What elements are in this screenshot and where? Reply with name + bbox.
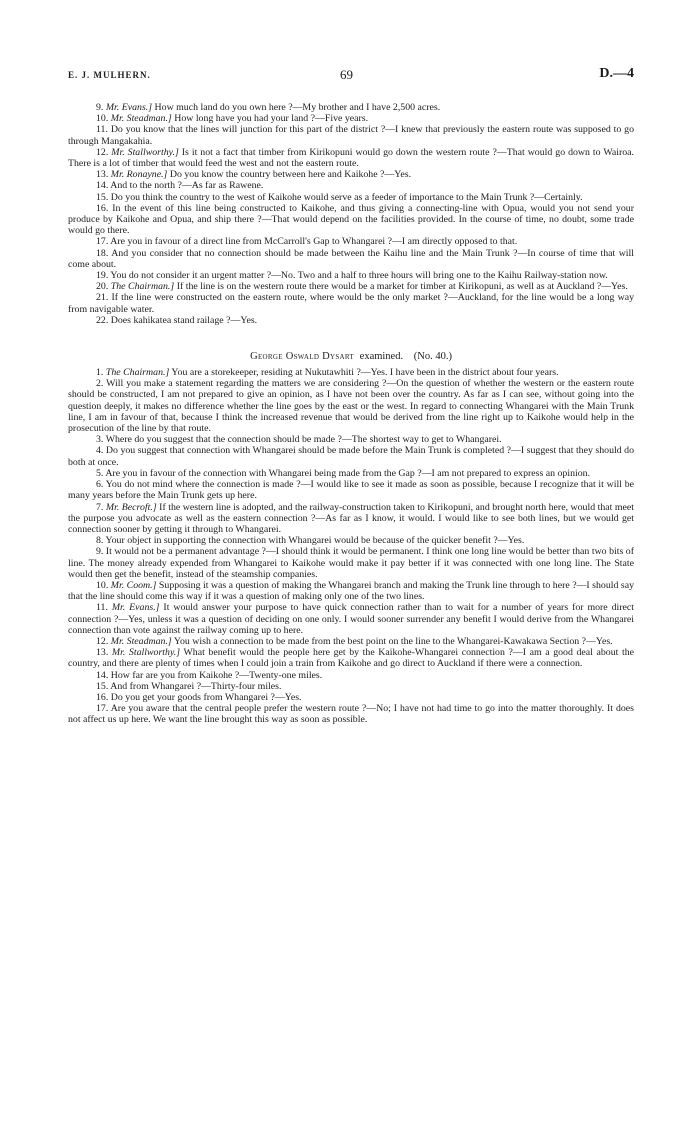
question-number: 17.: [96, 703, 109, 715]
witness-heading: [68, 351, 634, 363]
question-text: And to the north ?—As far as Rawene.: [110, 180, 264, 192]
question-text: And you consider that no connection should be made between the Kaihu line and the Main Trunk ?—In course of time that will come about.: [68, 247, 635, 270]
speaker-name: Mr. Evans.]: [111, 602, 160, 614]
question-number: 12.: [96, 635, 109, 647]
question-paragraph: [68, 147, 634, 169]
witness-number: (No. 40.): [413, 351, 452, 363]
question-text: Where do you suggest that the connection should be made ?—The shortest way to get to Whangarei.: [105, 434, 502, 446]
question-text: Do you know the country between here and Kaikohe ?—Yes.: [167, 169, 412, 181]
question-text: If the line is on the western route there would be a market for timber at Kirikopuni, as well as at Auckland ?—Yes.: [174, 281, 628, 293]
question-paragraph: [68, 203, 634, 237]
question-paragraph: [68, 479, 634, 501]
question-paragraph: [68, 113, 634, 124]
question-text: Are you in favour of the connection with Whangarei being made from the Gap ?—I am not prepared to express an opinion.: [105, 467, 591, 479]
question-paragraph: [68, 636, 634, 647]
question-text: Will you make a statement regarding the matters we are considering ?—On the question of whether the western or the eastern route should be constructed, I am not prepared to give an opinion, as I have not been over the country. As far as I can see, without going into the question deeply, it makes no difference whether the line goes by the east or the west. In regard to connecting Whangarei with the Main Trunk line, I am in favour of that, because I think the increased revenue that would be derived from the line right up to Kaikohe would help in the prosecution of the line by that route.: [68, 378, 634, 435]
question-text: It would not be a permanent advantage ?—I should think it would be permanent. I think one long line would be better than two bits of line. The money already expended from Whangarei to Kaikohe would make it pay better if it was connected with one long line. The State would then get the benefit, instead of the steamship companies.: [68, 546, 634, 580]
question-text: What benefit would the people here get by the Kaikohe-Whangarei connection ?—I am a good deal about the country, and there are plenty of times when I could join a train from Kaikohe and go direct to Auckland if there were a connection.: [68, 647, 634, 670]
question-text: You wish a connection to be made from the best point on the line to the Whangarei-Kawakawa Section ?—Yes.: [171, 635, 613, 647]
question-text: If the line were constructed on the eastern route, where would be the only market ?—Auckland, for the line would be a long way from navigable water.: [68, 292, 634, 315]
question-number: 13.: [96, 169, 109, 181]
question-number: 13.: [96, 647, 109, 659]
question-number: 11.: [96, 602, 108, 614]
question-number: 5.: [96, 467, 104, 479]
question-text: You are a storekeeper, residing at Nukutawhiti ?—Yes. I have been in the district about four years.: [169, 367, 559, 379]
witness-name: George Oswald Dysart: [250, 351, 355, 363]
speaker-name: Mr. Evans.]: [105, 102, 153, 113]
witness-examined: examined.: [359, 351, 404, 363]
testimony-section-1: [68, 102, 634, 326]
question-text: How long have you had your land ?—Five years.: [171, 113, 369, 125]
question-paragraph: [68, 124, 634, 146]
question-number: 18.: [96, 247, 109, 259]
question-number: 2.: [96, 378, 104, 390]
speaker-name: Mr. Steadman.]: [110, 113, 172, 125]
speaker-name: The Chairman.]: [110, 281, 175, 293]
question-paragraph: [68, 468, 634, 479]
header-witness-name: E. J. MULHERN.: [68, 70, 151, 80]
question-text: You do not mind where the connection is made ?—I would like to see it made as soon as possible, because I recognize that it will be many years before the Main Trunk gets up here.: [68, 479, 634, 502]
question-number: 16.: [96, 691, 109, 703]
question-text: Do you know that the lines will junction for this part of the district ?—I knew that previously the eastern route was supposed to go through Mangakahia.: [68, 124, 634, 147]
speaker-name: Mr. Stallworthy.]: [111, 146, 179, 158]
question-text: Are you in favour of a direct line from McCarroll's Gap to Whangarei ?—I am directly opposed to that.: [110, 236, 518, 248]
question-text: Your object in supporting the connection with Whangarei would be because of the quicker benefit ?—Yes.: [105, 535, 525, 547]
question-paragraph: [68, 378, 634, 434]
document-reference: D.—4: [599, 66, 634, 81]
question-paragraph: [68, 434, 634, 445]
question-paragraph: [68, 647, 634, 669]
question-number: 4.: [96, 445, 104, 457]
question-paragraph: [68, 367, 634, 378]
question-text: It would answer your purpose to have quick connection rather than to wait for a number of years for more direct connection ?—Yes, unless it was a question of deciding on one only. I would sooner surrender any benefit I would derive from the Whangarei connection than vote against the railway coming up to here.: [68, 602, 634, 636]
question-number: 17.: [96, 236, 109, 248]
question-number: 12.: [96, 146, 109, 158]
question-number: 21.: [96, 292, 109, 304]
question-paragraph: [68, 692, 634, 703]
question-number: 1.: [96, 367, 104, 379]
question-number: 15.: [96, 191, 109, 203]
question-number: 9.: [96, 546, 104, 558]
question-paragraph: [68, 703, 634, 725]
question-paragraph: [68, 180, 634, 191]
question-paragraph: [68, 292, 634, 314]
question-paragraph: [68, 535, 634, 546]
question-number: 14.: [96, 669, 109, 681]
question-number: 11.: [96, 124, 108, 136]
question-number: 20.: [96, 281, 109, 293]
question-paragraph: [68, 681, 634, 692]
speaker-name: Mr. Steadman.]: [110, 635, 172, 647]
question-paragraph: [68, 248, 634, 270]
question-number: 14.: [96, 180, 109, 192]
question-paragraph: [68, 502, 634, 536]
question-paragraph: [68, 236, 634, 247]
question-paragraph: [68, 445, 634, 467]
question-text: Do you get your goods from Whangarei ?—Yes.: [110, 691, 302, 703]
question-text: Is it not a fact that timber from Kirikopuni would go down the western route ?—That would go down to Wairoa. There is a lot of timber that would feed the west and not the eastern route.: [68, 146, 634, 170]
question-number: 9.: [96, 102, 104, 113]
question-text: You do not consider it an urgent matter ?—No. Two and a half to three hours will bring one to the Kaihu Railway-station now.: [110, 270, 608, 282]
question-paragraph: [68, 580, 634, 602]
question-paragraph: [68, 281, 634, 292]
speaker-name: Mr. Coom.]: [110, 579, 157, 591]
question-number: 16.: [96, 202, 109, 214]
page-body: [68, 102, 634, 726]
question-paragraph: [68, 546, 634, 580]
question-number: 19.: [96, 270, 109, 282]
question-number: 10.: [96, 113, 109, 125]
question-number: 3.: [96, 434, 104, 446]
question-text: Supposing it was a question of making the Whangarei branch and making the Trunk line through to here ?—I should say that the line should come this way if it was a question of making only one of the two lines.: [68, 579, 634, 603]
question-text: If the western line is adopted, and the railway-construction taken to Kirikopuni, and brought north here, would that meet the purpose you advocate as well as the eastern connection ?—As far as I know, it would. I would like to see both lines, but we would get connection sooner by getting it through to Whangarei.: [68, 501, 634, 535]
question-number: 22.: [96, 314, 109, 326]
question-paragraph: [68, 192, 634, 203]
question-text: In the event of this line being constructed to Kaikohe, and thus giving a connecting-line with Opua, would you not send your produce by Kaikohe and Opua, and ship there ?—That would depend on the facilities provided. In the course of time, no doubt, some trade would go there.: [68, 202, 634, 237]
question-paragraph: [68, 602, 634, 636]
question-paragraph: [68, 315, 634, 326]
question-paragraph: [68, 670, 634, 681]
question-paragraph: [68, 102, 634, 113]
question-text: Does kahikatea stand railage ?—Yes.: [110, 314, 258, 326]
question-paragraph: [68, 270, 634, 281]
speaker-name: Mr. Ronayne.]: [110, 169, 168, 181]
page-number: 69: [340, 67, 353, 82]
question-number: 6.: [96, 479, 104, 491]
question-text: Do you suggest that connection with Whangarei should be made before the Main Trunk is completed ?—I suggest that they should do both at once.: [68, 445, 634, 468]
testimony-section-2: [68, 367, 634, 726]
question-text: And from Whangarei ?—Thirty-four miles.: [110, 680, 282, 692]
speaker-name: Mr. Stallworthy.]: [111, 647, 181, 659]
page-header: [68, 66, 634, 86]
question-text: Are you aware that the central people prefer the western route ?—No; I have not had time to go into the matter thoroughly. It does not affect us up here. We want the line brought this way as soon as possible.: [68, 703, 634, 726]
question-text: How far are you from Kaikohe ?—Twenty-one miles.: [110, 669, 323, 681]
speaker-name: Mr. Becroft.]: [105, 501, 157, 513]
question-number: 8.: [96, 535, 104, 547]
question-text: How much land do you own here ?—My brother and I have 2,500 acres.: [152, 102, 441, 113]
speaker-name: The Chairman.]: [105, 367, 170, 379]
question-number: 15.: [96, 680, 109, 692]
question-paragraph: [68, 169, 634, 180]
question-number: 10.: [96, 579, 109, 591]
question-number: 7.: [96, 501, 104, 513]
question-text: Do you think the country to the west of Kaikohe would serve as a feeder of importance to the Main Trunk ?—Certainly.: [110, 191, 583, 203]
